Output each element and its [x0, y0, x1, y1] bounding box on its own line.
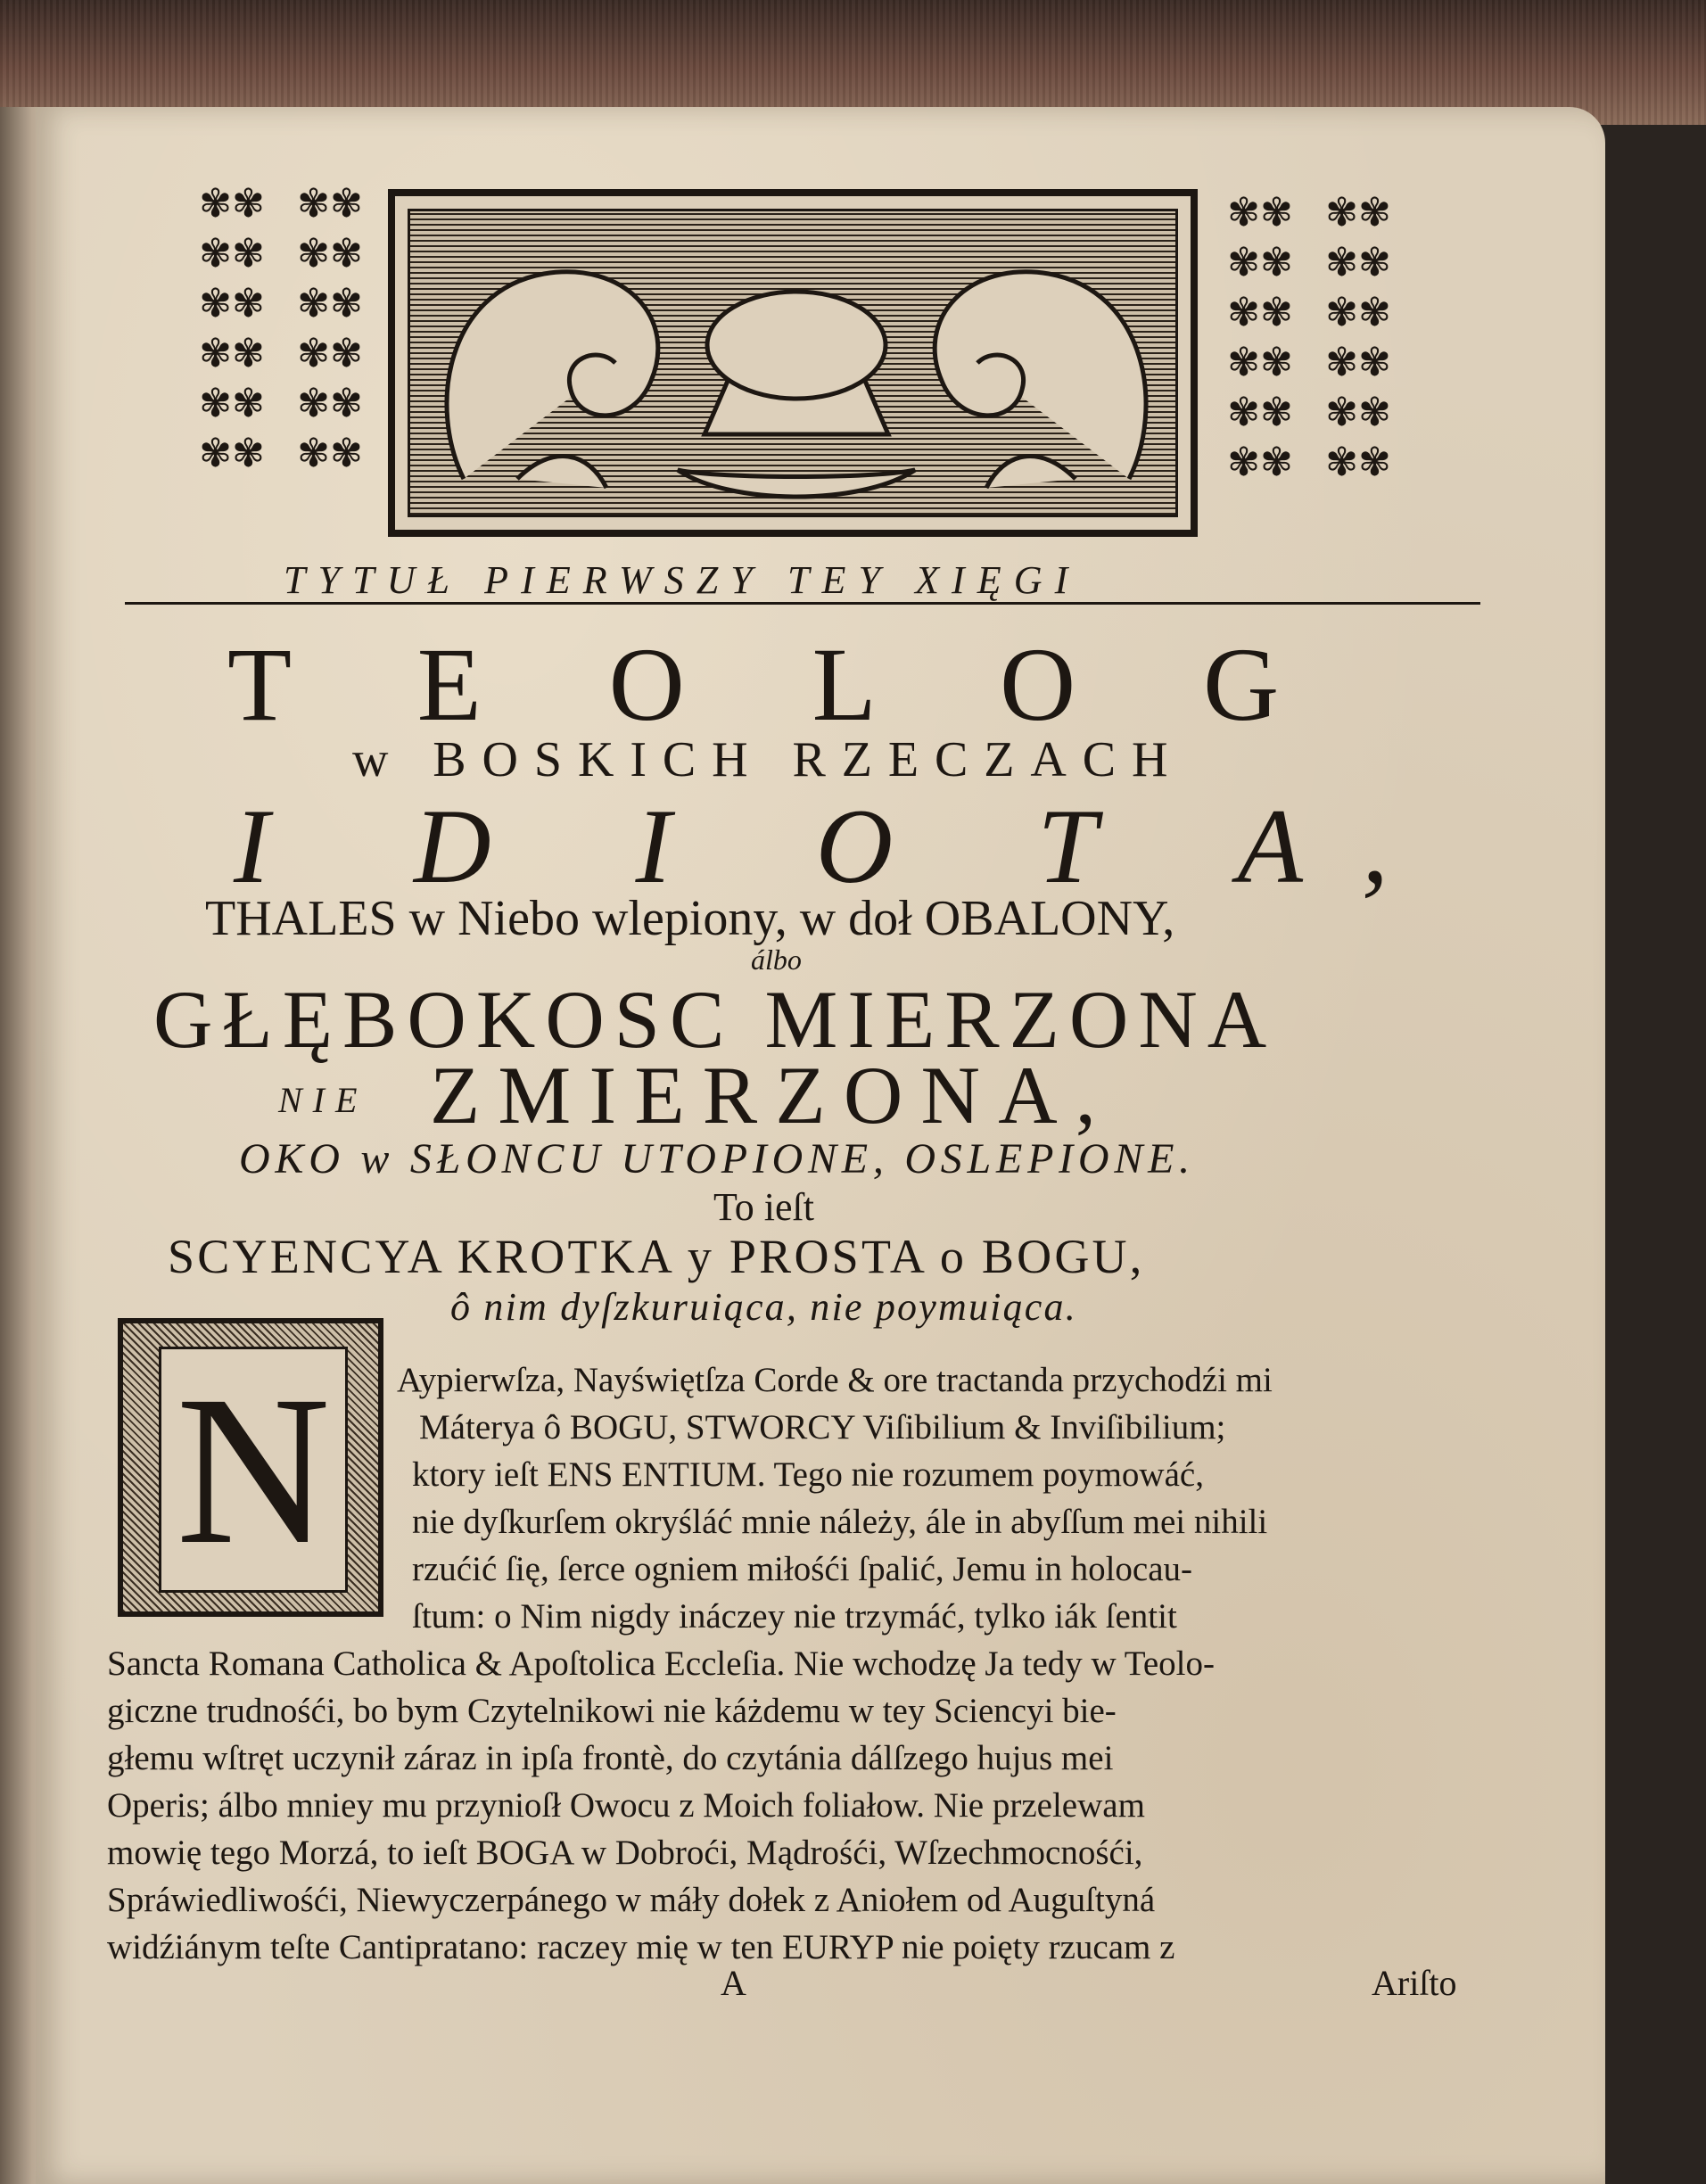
headpiece-woodcut: [388, 189, 1198, 537]
ornament-cell: ✾✾: [199, 181, 265, 227]
ornament-cell: ✾✾: [297, 281, 363, 326]
ornament-cell: ✾✾: [1325, 240, 1391, 285]
title-zmierzona: ZMIERZONA,: [430, 1050, 1115, 1141]
ornament-cell: ✾✾: [1325, 190, 1391, 235]
title-idiota: I D I O T A,: [234, 787, 1447, 905]
book-top-edge: [0, 0, 1706, 125]
ornament-cell: ✾✾: [1227, 440, 1293, 485]
ornament-cell: ✾✾: [199, 281, 265, 326]
ornament-cell: ✾✾: [297, 331, 363, 376]
ornament-cell: ✾✾: [297, 431, 363, 476]
title-nie: NIE: [278, 1080, 368, 1120]
body-line: Máterya ô BOGU, STWORCY Viſibilium & Inviſibilium;: [419, 1408, 1226, 1446]
body-line: głemu wſtręt uczynił záraz in ipſa frontè, do czytánia dálſzego hujus mei: [107, 1739, 1114, 1777]
ornament-cell: ✾✾: [1227, 190, 1293, 235]
title-o-nim: ô nim dyſzkuruiąca, nie poymuiąca.: [450, 1285, 1077, 1329]
ornament-cell: ✾✾: [1227, 290, 1293, 335]
ornament-cell: ✾✾: [297, 231, 363, 276]
title-scyencya: SCYENCYA KROTKA y PROSTA o BOGU,: [168, 1230, 1145, 1283]
body-line: giczne trudnośći, bo bym Czytelnikowi nie káżdemu w tey Sciencyi bie-: [107, 1692, 1117, 1730]
initial-letter: N: [159, 1347, 348, 1593]
ornament-cell: ✾✾: [1227, 390, 1293, 435]
ornament-cell: ✾✾: [297, 181, 363, 227]
title-thales: THALES w Niebo wlepiony, w doł OBALONY,: [205, 891, 1175, 946]
signature-mark: A: [721, 1963, 746, 2003]
title-boskich: w BOSKICH RZECZACH: [352, 732, 1184, 787]
body-line: ktory ieſt ENS ENTIUM. Tego nie rozumem poymowáć,: [412, 1455, 1204, 1494]
ornament-cell: ✾✾: [1227, 240, 1293, 285]
body-line: Spráwiedliwośći, Niewyczerpánego w máły dołek z Aniołem od Auguſtyná: [107, 1881, 1156, 1919]
ornament-cell: ✾✾: [1227, 340, 1293, 385]
title-teolog: T E O L O G: [227, 626, 1330, 743]
title-oko: OKO w SŁONCU UTOPIONE, OSLEPIONE.: [239, 1135, 1195, 1183]
title-albo: álbo: [751, 944, 802, 976]
basket-scroll-ornament: [410, 211, 1178, 517]
ornament-cell: ✾✾: [1325, 440, 1391, 485]
body-line: widźiánym teſte Cantipratano: raczey mię w ten EURYP nie poięty rzucam z: [107, 1928, 1175, 1966]
title-to-iest: To ieſt: [713, 1185, 815, 1229]
ornament-cell: ✾✾: [199, 381, 265, 426]
running-title: TYTUŁ PIERWSZY TEY XIĘGI: [284, 558, 1081, 602]
body-line: mowię tego Morzá, to ieſt BOGA w Dobroći, Mądrośći, Wſzechmocnośći,: [107, 1834, 1143, 1872]
ornament-cell: ✾✾: [199, 331, 265, 376]
ornament-cell: ✾✾: [1325, 390, 1391, 435]
body-line: Operis; álbo mniey mu przynioſł Owocu z Moich foliałow. Nie przelewam: [107, 1786, 1145, 1825]
catchword: Ariſto: [1372, 1963, 1457, 2003]
body-line: Aypierwſza, Nayświętſza Corde & ore tractanda przychodźi mi: [397, 1361, 1273, 1399]
decorated-initial: [118, 1318, 383, 1617]
ornament-cell: ✾✾: [199, 231, 265, 276]
body-line: ſtum: o Nim nigdy ináczey nie trzymáć, tylko iák ſentit: [412, 1597, 1177, 1636]
body-line: rzućić ſię, ſerce ogniem miłośći ſpalić, Jemu in holocau-: [412, 1550, 1193, 1588]
ornament-cell: ✾✾: [297, 381, 363, 426]
ornament-left: [187, 183, 375, 475]
title-glebokosc: GŁĘBOKOSC MIERZONA: [153, 974, 1277, 1065]
body-line: Sancta Romana Catholica & Apoſtolica Eccleſia. Nie wchodzę Ja tedy w Teolo-: [107, 1644, 1215, 1683]
body-line: nie dyſkurſem okryśláć mnie náleży, ále in abyſſum mei nihili: [412, 1503, 1268, 1541]
ornament-cell: ✾✾: [1325, 340, 1391, 385]
ornament-right: [1216, 192, 1403, 484]
ornament-cell: ✾✾: [199, 431, 265, 476]
headpiece-woodcut-inner: [408, 209, 1178, 517]
ornament-cell: ✾✾: [1325, 290, 1391, 335]
